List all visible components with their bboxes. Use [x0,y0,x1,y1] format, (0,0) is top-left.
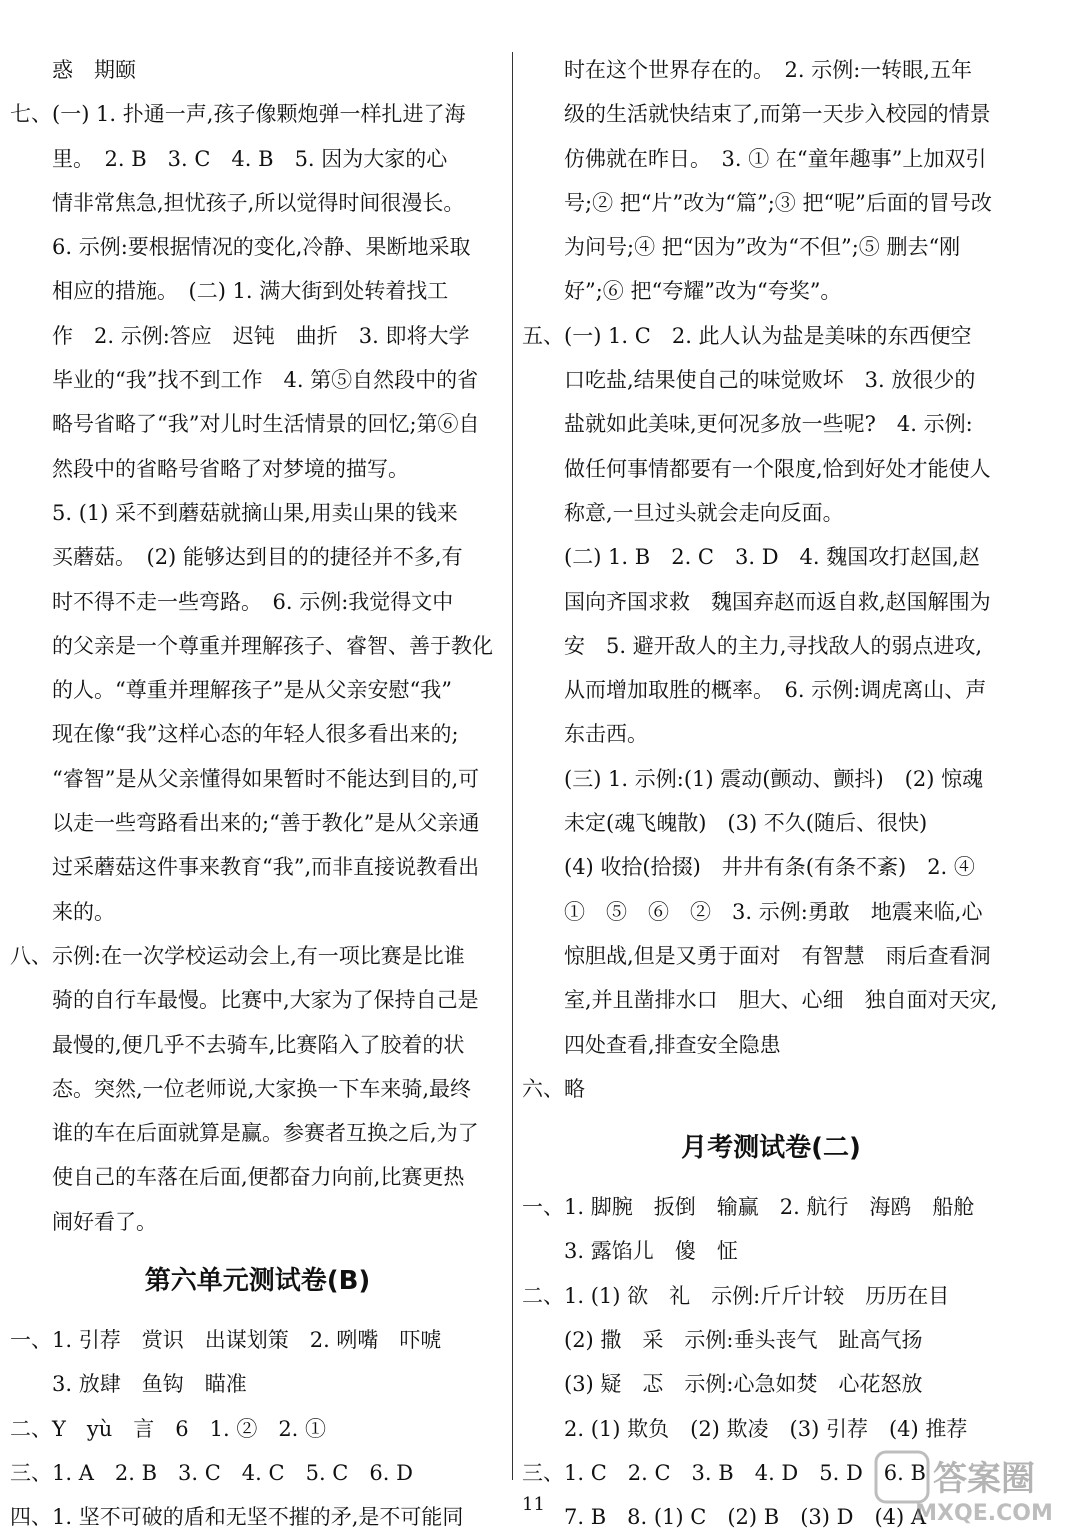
answer-line: 相应的措施。 (二) 1. 满大街到处转着找工 [52,279,449,304]
answer-line: 作 2. 示例:答应 迟钝 曲折 3. 即将大学 [52,323,470,348]
answer-line: 3. 露馅儿 傻 怔 [564,1239,738,1264]
answer-line: 5. (1) 采不到蘑菇就摘山果,用卖山果的钱来 [52,500,458,525]
answer-line: 四、1. 坚不可破的盾和无坚不摧的矛,是不可能同 [10,1505,464,1530]
answer-line: (3) 疑 忑 示例:心急如焚 心花怒放 [564,1372,923,1397]
answer-line: 为问号;④ 把“因为”改为“不但”;⑤ 删去“刚 [564,235,961,260]
answer-line: 六、略 [522,1076,585,1101]
answer-line: 时不得不走一些弯路。 6. 示例:我觉得文中 [52,589,454,614]
answer-line: 八、示例:在一次学校运动会上,有一项比赛是比谁 [10,943,465,968]
answer-line: 号;② 把“片”改为“篇”;③ 把“呢”后面的冒号改 [564,190,992,215]
answer-line: 安 5. 避开敌人的主力,寻找敌人的弱点进攻, [564,633,983,658]
answer-line: 东击西。 [564,722,648,747]
answer-line: 口吃盐,结果使自己的味觉败坏 3. 放很少的 [564,368,976,393]
answer-line: 骑的自行车最慢。比赛中,大家为了保持自己是 [52,988,479,1013]
answer-line: 未定(魂飞魄散) (3) 不久(随后、很快) [564,811,928,836]
answer-line: 2. (1) 欺负 (2) 欺凌 (3) 引荐 (4) 推荐 [564,1416,968,1441]
answer-line: 情非常焦急,担忧孩子,所以觉得时间很漫长。 [52,190,465,215]
answer-line: 级的生活就快结束了,而第一天步入校园的情景 [564,102,991,127]
answer-line: 二、1. (1) 欲 礼 示例:斤斤计较 历历在目 [522,1283,950,1308]
watermark-logo [874,1448,1059,1528]
answer-line: 从而增加取胜的概率。 6. 示例:调虎离山、声 [564,678,987,703]
answer-line: 做任何事情都要有一个限度,恰到好处才能使人 [564,456,991,481]
answer-line: 来的。 [52,899,115,924]
answer-line: 3. 放肆 鱼钩 瞄准 [52,1372,247,1397]
answer-line: 好”;⑥ 把“夸耀”改为“夸奖”。 [564,279,842,304]
answer-line: (4) 收拾(拾掇) 井井有条(有条不紊) 2. ④ [564,855,975,880]
answer-line: ① ⑤ ⑥ ② 3. 示例:勇敢 地震来临,心 [564,899,983,924]
answer-line: 一、1. 脚腕 扳倒 输赢 2. 航行 海鸥 船舱 [522,1195,975,1220]
answer-line: 的人。“尊重并理解孩子”是从父亲安慰“我” [52,678,452,703]
left-column [10,48,505,1540]
answer-line: (2) 撒 采 示例:垂头丧气 趾高气扬 [564,1328,923,1353]
answer-line: 二、Y yù 言 6 1. ② 2. ① [10,1416,327,1441]
answer-line: (二) 1. B 2. C 3. D 4. 魏国攻打赵国,赵 [564,545,980,570]
answer-line: 三、1. C 2. C 3. B 4. D 5. D 6. B [522,1460,926,1485]
answer-line: 室,并且凿排水口 胆大、心细 独自面对天灾, [564,988,998,1013]
answer-line: 一、1. 引荐 赏识 出谋划策 2. 咧嘴 吓唬 [10,1328,442,1353]
answer-line: 最慢的,便几乎不去骑车,比赛陷入了胶着的状 [52,1032,465,1057]
answer-line: 态。突然,一位老师说,大家换一下车来骑,最终 [52,1076,472,1101]
answer-line: 毕业的“我”找不到工作 4. 第⑤自然段中的省 [52,368,479,393]
answer-line: 然段中的省略号省略了对梦境的描写。 [52,456,409,481]
answer-line: 7. B 8. (1) C (2) B (3) D (4) A [564,1505,927,1530]
answer-line: 略号省略了“我”对儿时生活情景的回忆;第⑥自 [52,412,480,437]
answer-line: 闹好看了。 [52,1209,157,1234]
answer-line: 时在这个世界存在的。 2. 示例:一转眼,五年 [564,58,972,82]
svg-text:答案圈: 答案圈 [933,1459,1035,1499]
answer-line: 三、1. A 2. B 3. C 4. C 5. C 6. D [10,1460,413,1485]
answer-line: 仿佛就在昨日。 3. ① 在“童年趣事”上加双引 [564,146,987,171]
answer-line: 里。 2. B 3. C 4. B 5. 因为大家的心 [52,146,448,171]
answer-line: 五、(一) 1. C 2. 此人认为盐是美味的东西便空 [522,323,972,348]
answer-line: 谁的车在后面就算是赢。参赛者互换之后,为了 [52,1121,479,1146]
answer-line: 四处查看,排查安全隐患 [564,1032,781,1057]
answer-line: 的父亲是一个尊重并理解孩子、睿智、善于教化 [52,633,493,658]
answer-line: 七、(一) 1. 扑通一声,孩子像颗炮弹一样扎进了海 [10,102,466,127]
answer-line: 过采蘑菇这件事来教育“我”,而非直接说教看出 [52,855,480,880]
answer-line: (三) 1. 示例:(1) 震动(颤动、颤抖) (2) 惊魂 [564,766,984,791]
page-number: 11 [522,1494,545,1515]
right-column [522,48,1020,1540]
svg-text:MXQE.COM: MXQE.COM [915,1501,1053,1526]
answer-line: 使自己的车落在后面,便都奋力向前,比赛更热 [52,1165,465,1190]
answer-line: 惊胆战,但是又勇于面对 有智慧 雨后查看洞 [564,943,991,968]
answer-line: 现在像“我”这样心态的年轻人很多看出来的; [52,722,459,747]
section-heading: 第六单元测试卷(B) [144,1266,371,1297]
answer-line: 盐就如此美味,更何况多放一些呢? 4. 示例: [564,412,973,437]
answer-line: 国向齐国求救 魏国弃赵而返自救,赵国解围为 [564,589,991,614]
answer-line: 买蘑菇。 (2) 能够达到目的的捷径并不多,有 [52,545,463,570]
column-divider [512,52,513,1480]
section-heading: 月考测试卷(二) [681,1133,861,1164]
answer-line: 6. 示例:要根据情况的变化,冷静、果断地采取 [52,235,471,260]
answer-line: 惑 期颐 [52,58,136,82]
answer-line: 称意,一旦过头就会走向反面。 [564,500,844,525]
answer-line: 以走一些弯路看出来的;“善于教化”是从父亲通 [52,811,480,836]
answer-line: “睿智”是从父亲懂得如果暂时不能达到目的,可 [52,766,480,791]
